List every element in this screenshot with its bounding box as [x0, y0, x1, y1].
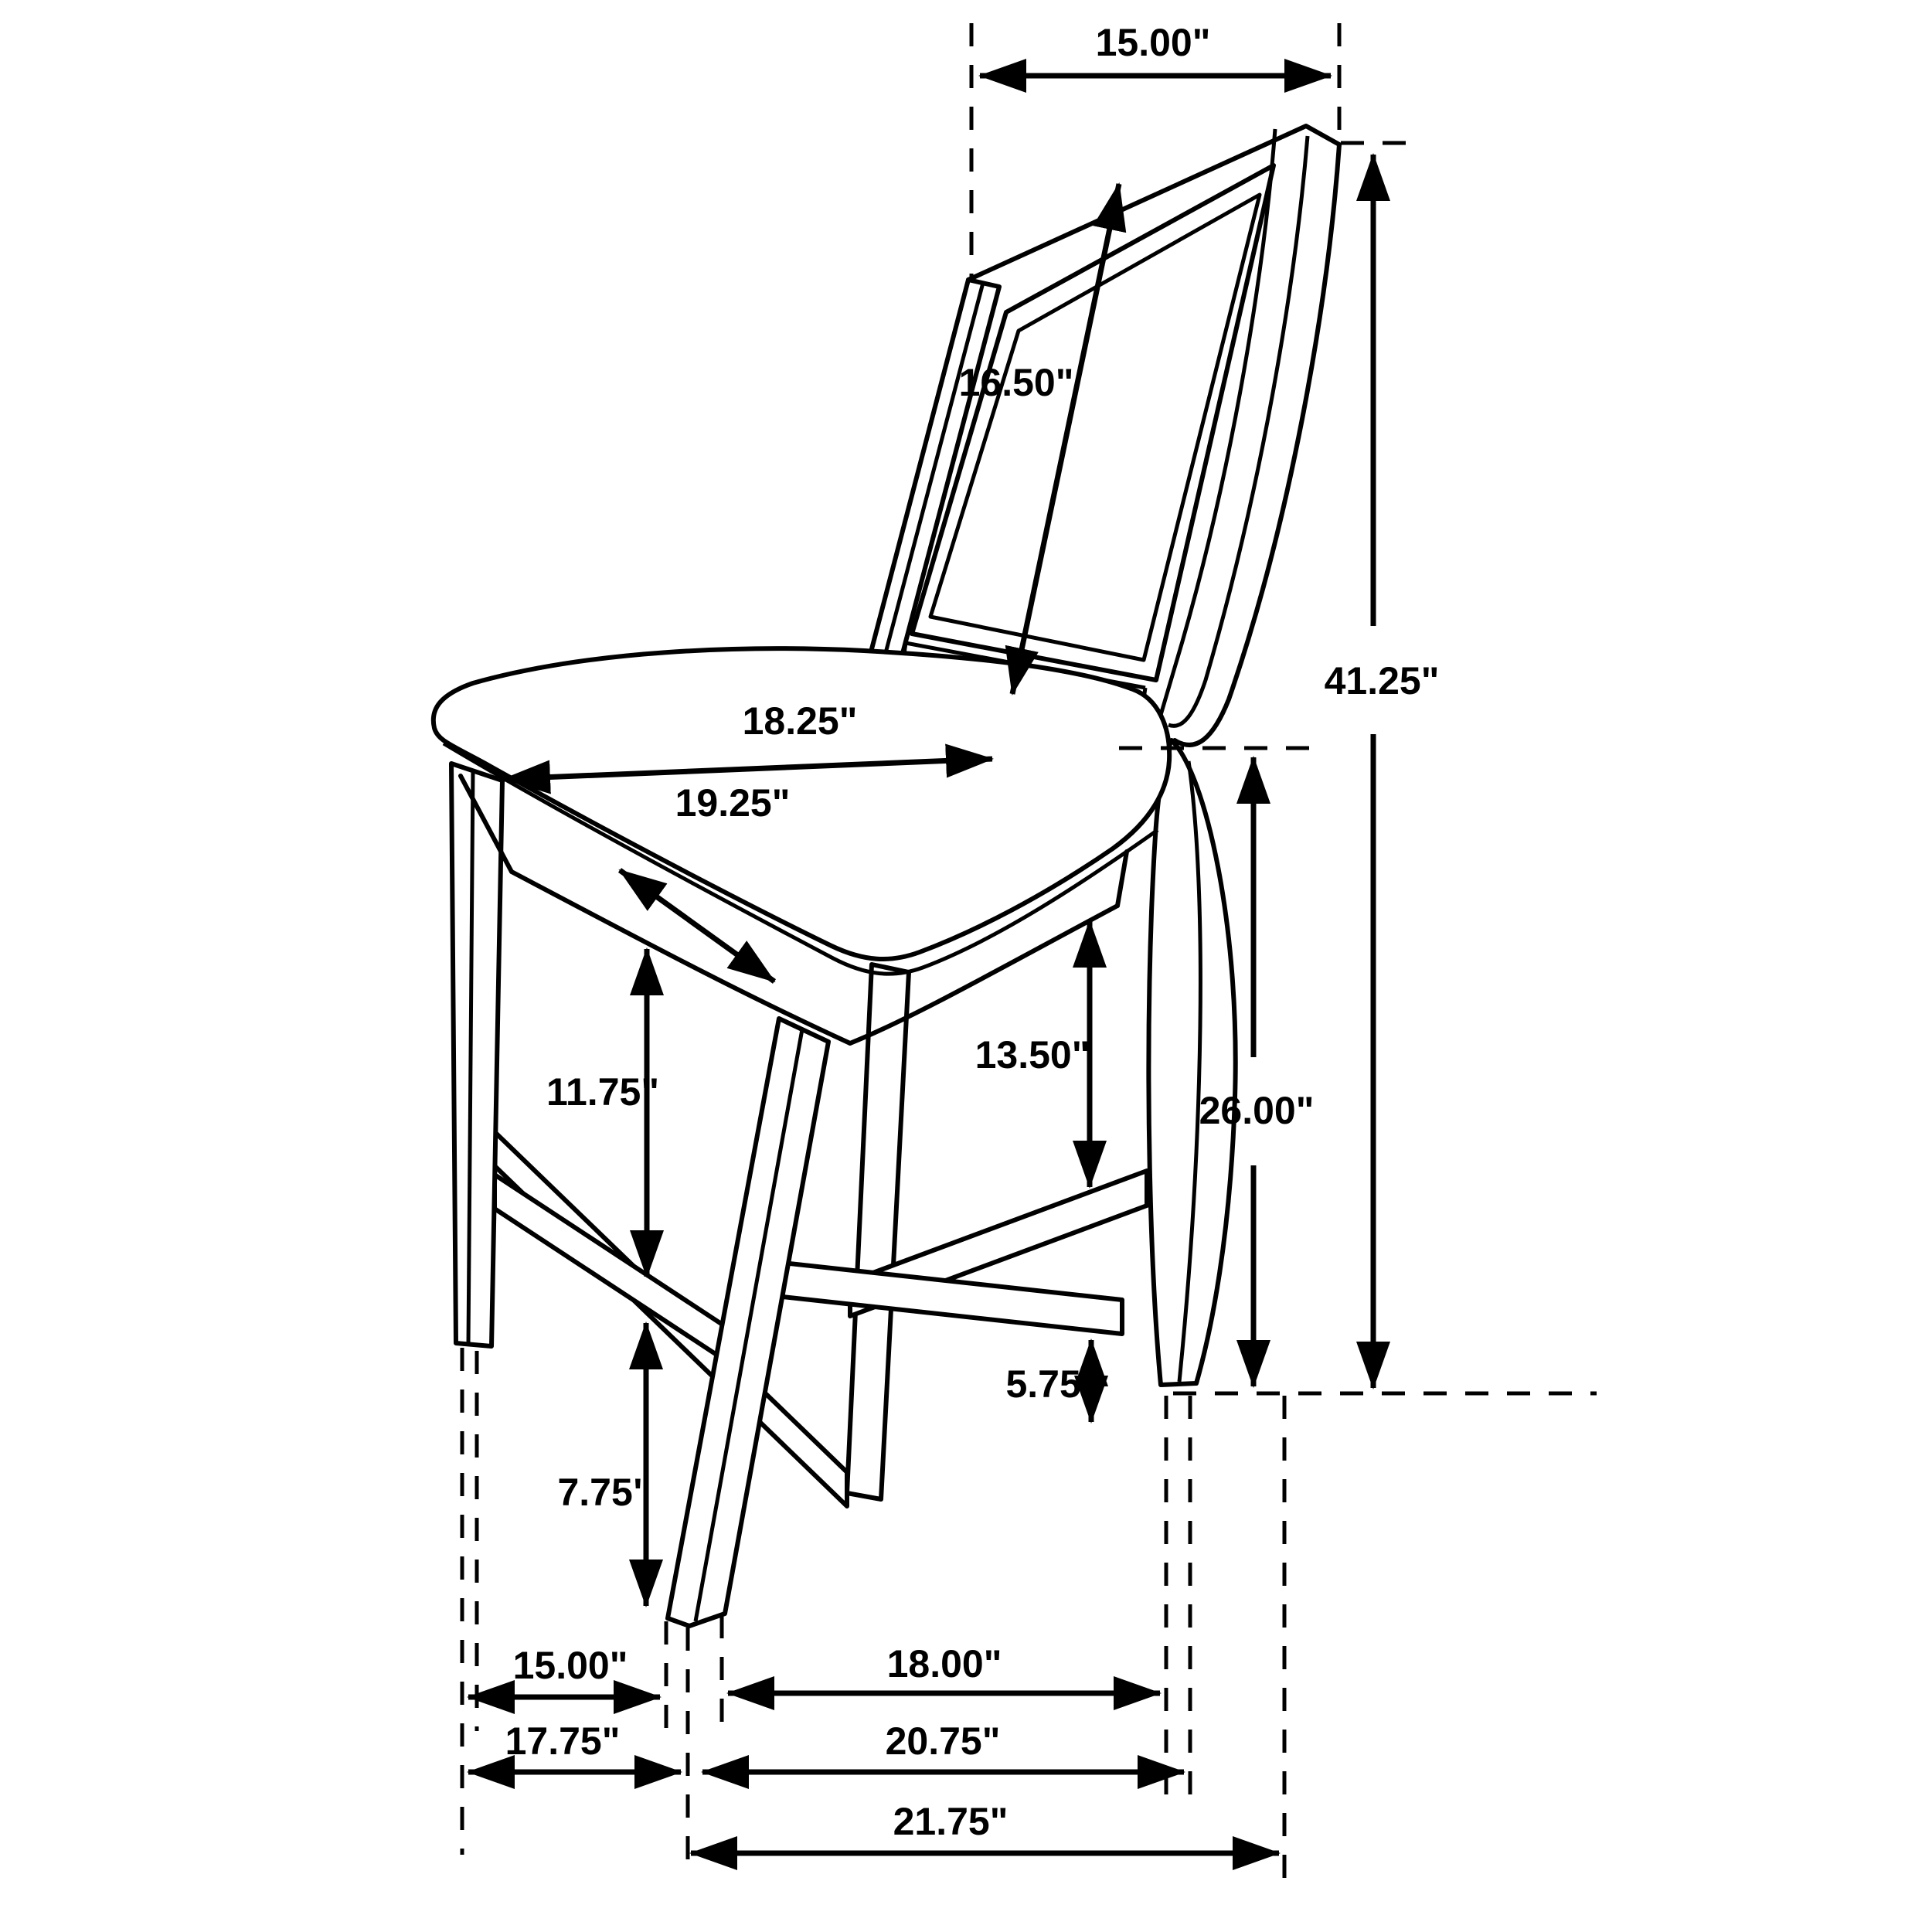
dim-side-stretcher-height	[975, 921, 1090, 1187]
dim-overall-depth-label: 21.75"	[893, 1800, 1009, 1843]
dim-leg-side-span	[728, 1642, 1160, 1693]
dim-front-leg-span	[468, 1644, 660, 1697]
dim-overall-depth	[691, 1800, 1279, 1853]
chair-rear-left-leg	[847, 964, 909, 1499]
dim-stretcher-to-floor-label: 5.75"	[1005, 1362, 1100, 1406]
chair-front-left-leg	[451, 764, 502, 1346]
dim-lower-clearance-label: 7.75"	[557, 1471, 651, 1514]
dim-seat-height-label: 26.00"	[1199, 1089, 1315, 1132]
dim-base-depth	[702, 1719, 1184, 1772]
dim-seat-width-label: 19.25"	[675, 781, 791, 825]
chair-back-frame	[968, 126, 1339, 745]
dim-base-width-label: 17.75"	[505, 1719, 621, 1763]
chair-rear-right-leg	[1148, 740, 1235, 1385]
chair-drawing	[434, 126, 1339, 1626]
dim-overall-height	[1325, 155, 1440, 1388]
chair-back-left-stile	[869, 280, 999, 671]
dim-front-stretcher-height-label: 11.75"	[546, 1070, 660, 1114]
dim-back-cushion-height-label: 16.50"	[958, 361, 1074, 404]
dim-stretcher-to-floor	[1005, 1340, 1099, 1422]
dim-base-width	[468, 1719, 681, 1772]
dim-back-cushion-height	[959, 184, 1119, 694]
chair-seat	[434, 648, 1169, 974]
dim-back-width-label: 15.00"	[1095, 21, 1211, 64]
dim-overall-height-label: 41.25"	[1324, 659, 1440, 702]
dim-lower-clearance	[557, 1323, 651, 1606]
dim-back-width	[980, 21, 1331, 76]
dim-front-leg-span-label: 15.00"	[512, 1644, 628, 1687]
chair-front-stretcher	[495, 1175, 730, 1363]
dim-side-stretcher-height-label: 13.50"	[975, 1033, 1090, 1077]
dim-seat-depth-label: 18.25"	[742, 699, 858, 743]
dim-leg-side-span-label: 18.00"	[886, 1642, 1002, 1685]
dim-base-depth-label: 20.75"	[885, 1719, 1001, 1763]
